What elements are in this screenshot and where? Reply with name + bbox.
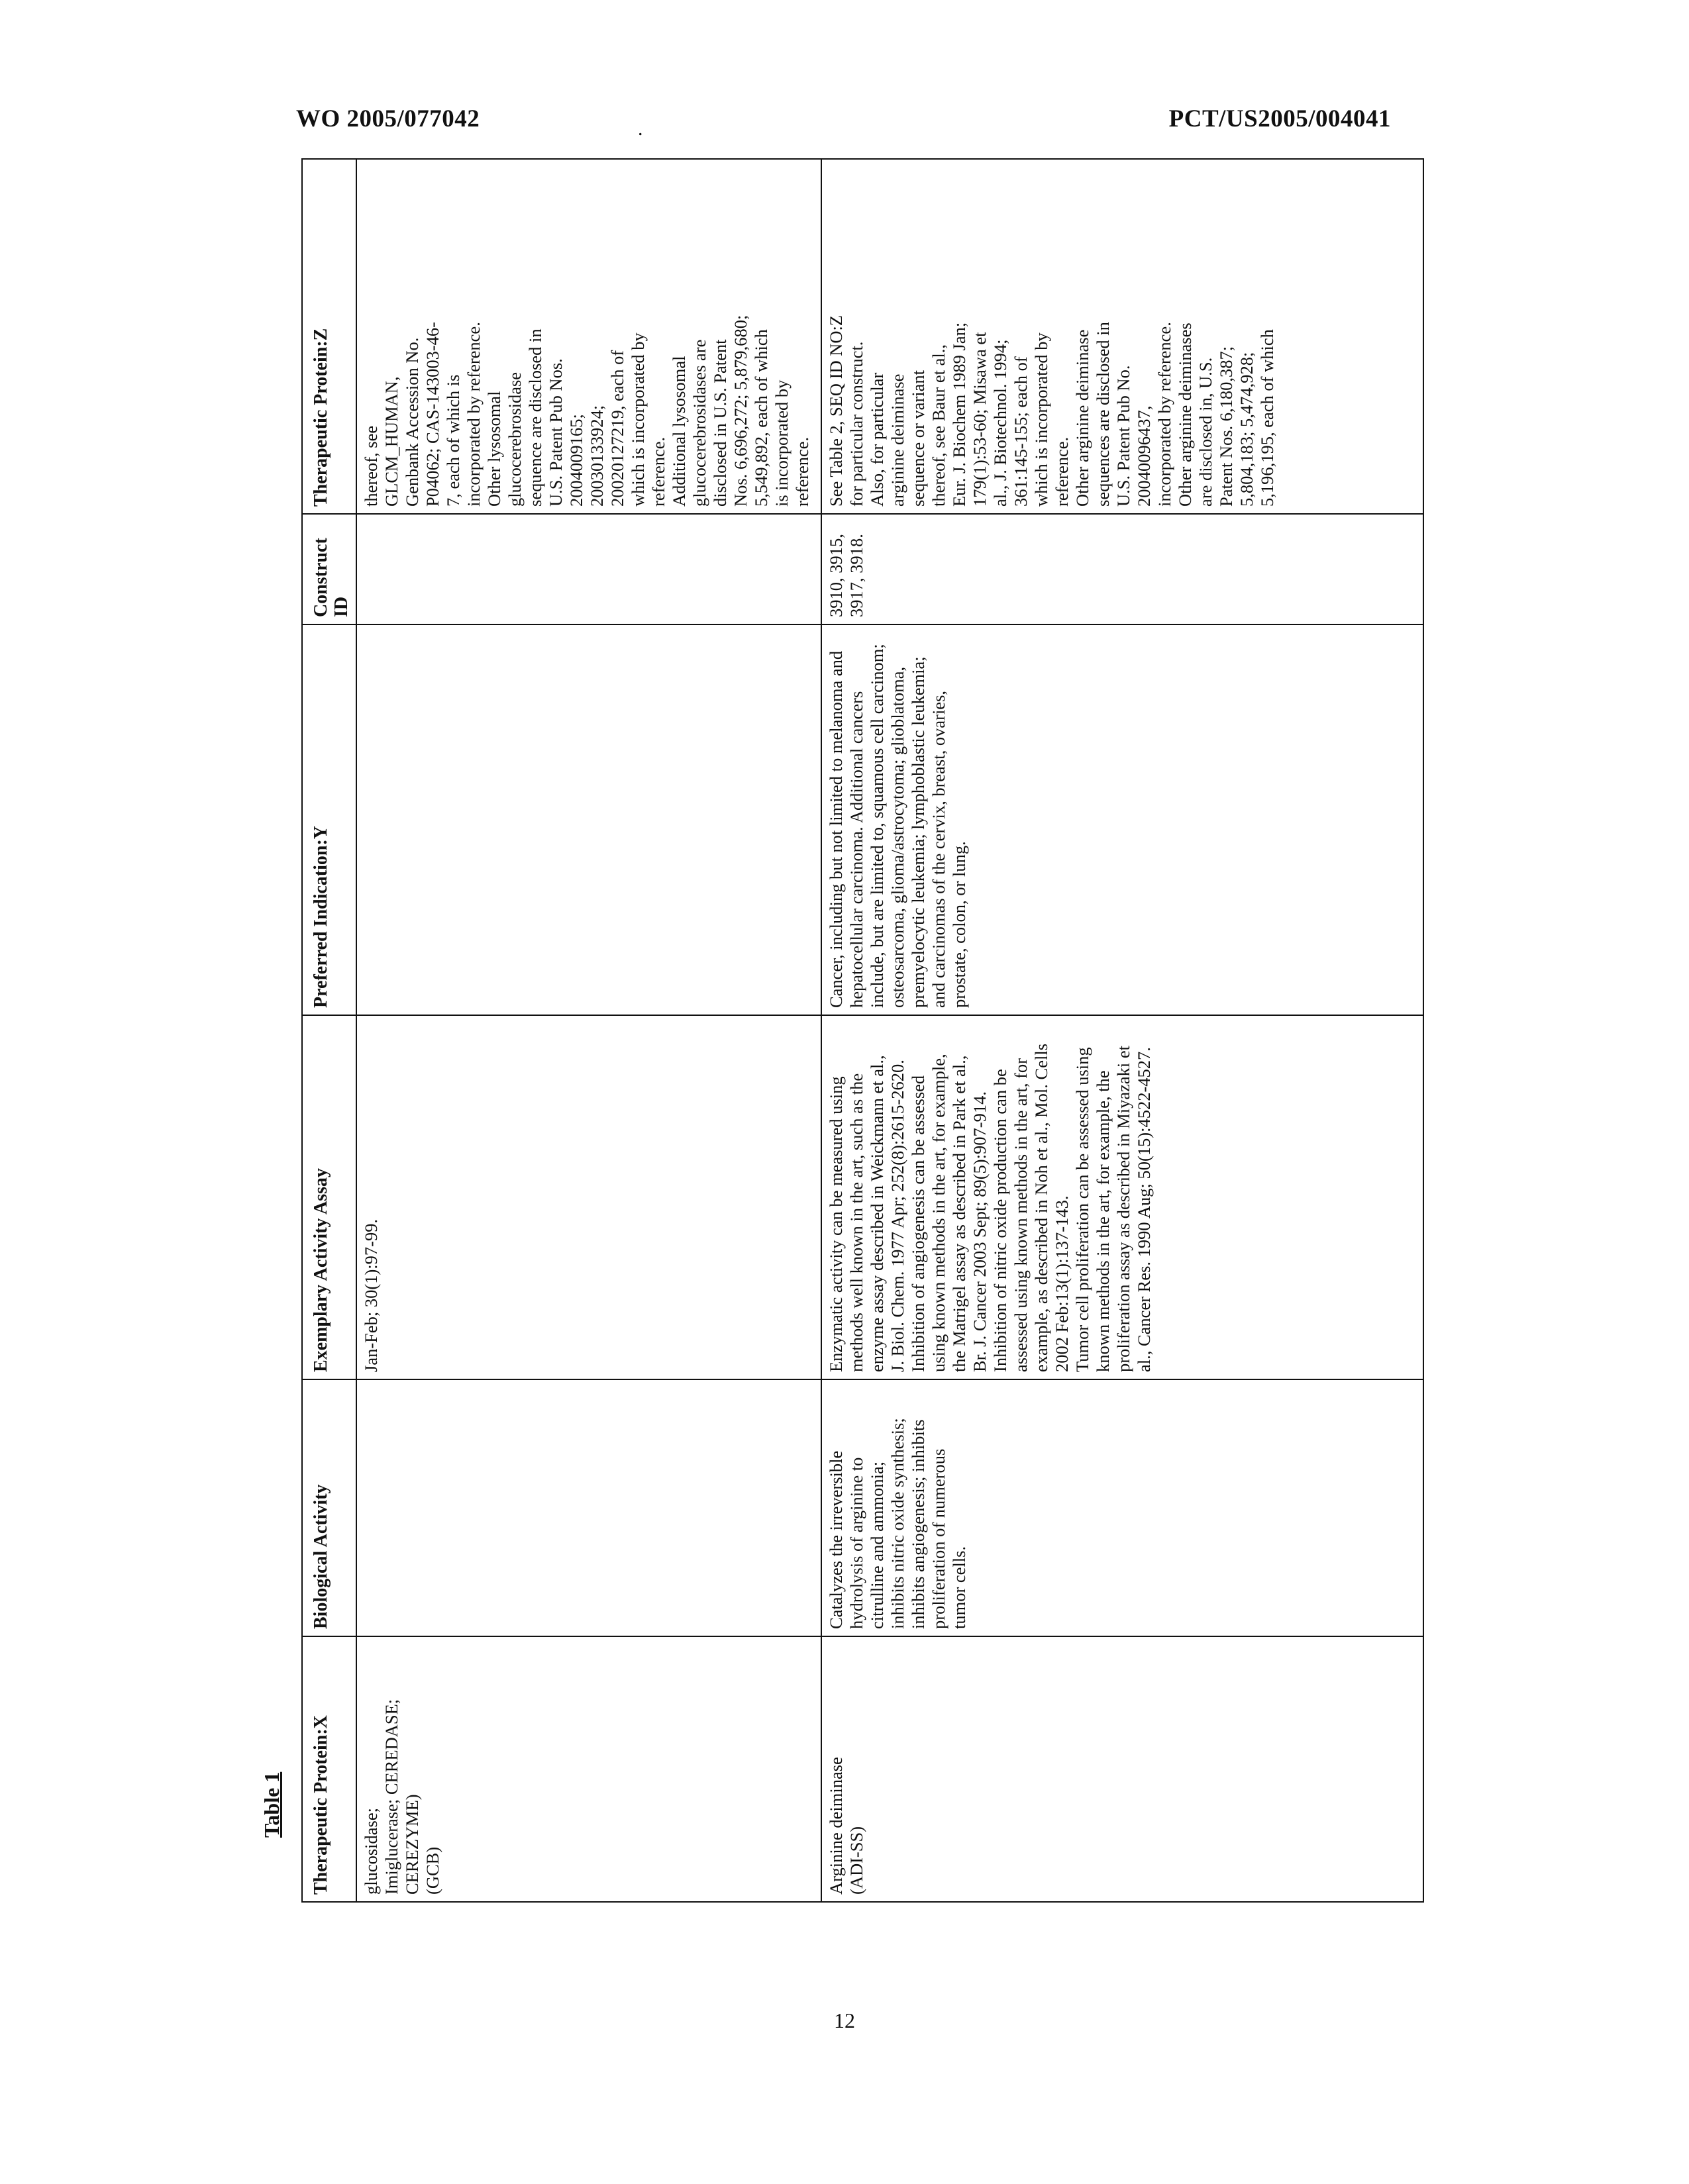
cell-text-line: Enzymatic activity can be measured using — [826, 1076, 846, 1372]
cell-text-line: (ADI-SS) — [846, 1826, 866, 1895]
header-mark: . — [638, 118, 643, 140]
cell-construct-id — [356, 514, 821, 624]
cell-protein-z — [821, 159, 1423, 514]
cell-construct-id — [821, 514, 1423, 624]
cell-text-line: 7, each of which is — [443, 374, 463, 507]
cell-text-line: include, but are limited to, squamous cell carcinom; — [867, 644, 887, 1008]
cell-text-line: Imiglucerase; CEREDASE; — [382, 1699, 401, 1895]
cell-text-line: Inhibition of angiogenesis can be assessed — [908, 1075, 928, 1372]
table-row — [821, 159, 1423, 1902]
cell-text-line: citrulline and ammonia; — [867, 1461, 887, 1629]
cell-text-line: 3917, 3918. — [846, 534, 866, 617]
cell-protein-x — [821, 1636, 1423, 1902]
rotated-table-container — [301, 160, 1384, 1903]
cell-text-line: al., J. Biotechnol. 1994; — [990, 339, 1010, 507]
cell-text-line: reference. — [792, 436, 812, 507]
cell-text-line: 5,804,183; 5,474,928; — [1237, 352, 1256, 507]
cell-text-line: prostate, colon, or lung. — [949, 841, 969, 1008]
protein-table — [301, 158, 1424, 1903]
cell-text-line: which is incorporated by — [1031, 332, 1051, 507]
cell-text-line: Cancer, including but not limited to melanoma and — [826, 650, 846, 1008]
cell-text-line: P04062; CAS-143003-46- — [423, 321, 442, 507]
cell-text-line: the Matrigel assay as described in Park et al., — [949, 1055, 969, 1372]
cell-text-line: U.S. Patent Pub No. — [1113, 365, 1133, 507]
cell-text-line: GLCM_HUMAN, — [382, 376, 401, 507]
cell-text-line: thereof, see Baur et al., — [929, 344, 948, 507]
cell-text-line: Eur. J. Biochem 1989 Jan; — [949, 322, 969, 507]
cell-text-line: 361:145-155; each of — [1011, 356, 1031, 507]
cell-text-line: glucosidase; — [361, 1808, 381, 1895]
column-header-biological-activity: Biological Activity — [302, 1379, 356, 1636]
cell-text-line: 3910, 3915, — [826, 534, 846, 617]
column-header-protein-z: Therapeutic Protein:Z — [302, 159, 356, 514]
cell-text-line: proliferation of numerous — [929, 1448, 948, 1629]
cell-text-line: See Table 2, SEQ ID NO:Z — [826, 315, 846, 507]
cell-text-line: proliferation assay as described in Miyazaki et — [1113, 1045, 1133, 1372]
cell-text-line: al., Cancer Res. 1990 Aug; 50(15):4522-4527. — [1134, 1047, 1154, 1372]
cell-text-line: osteosarcoma, glioma/astrocytoma; glioblatoma, — [888, 666, 907, 1008]
cell-text-line: reference. — [648, 436, 668, 507]
cell-text-line: hepatocellular carcinoma. Additional cancers — [846, 691, 866, 1008]
cell-text-line: 2004009165; — [566, 414, 586, 507]
cell-text-line: enzyme assay described in Weickmann et al., — [867, 1055, 887, 1372]
cell-text-line: Arginine deiminase — [826, 1757, 846, 1895]
document-id: WO 2005/077042 — [296, 105, 480, 132]
page-number: 12 — [834, 2009, 855, 2032]
cell-text-line: J. Biol. Chem. 1977 Apr; 252(8):2615-2620. — [888, 1060, 907, 1372]
cell-text-line: are disclosed in, U.S. — [1196, 357, 1215, 507]
cell-text-line: known methods in the art, for example, the — [1093, 1070, 1113, 1372]
cell-activity-assay — [356, 1015, 821, 1379]
cell-text-line: incorporated by reference. — [464, 322, 484, 507]
column-header-construct-id: Construct ID — [302, 514, 356, 624]
cell-text-line: Patent Nos. 6,180,387; — [1216, 346, 1236, 507]
cell-text-line: Nos. 6,696,272; 5,879,680; — [731, 315, 750, 507]
cell-text-line: 20030133924; — [587, 405, 607, 507]
cell-text-line: Br. J. Cancer 2003 Sept; 89(5):907-914. — [970, 1091, 990, 1372]
cell-text-line: Jan-Feb; 30(1):97-99. — [361, 1218, 381, 1372]
column-header-protein-x: Therapeutic Protein:X — [302, 1636, 356, 1902]
application-id: PCT/US2005/004041 — [1168, 105, 1391, 132]
cell-text-line: Other lysosomal — [484, 391, 504, 507]
cell-text-line: inhibits angiogenesis; inhibits — [908, 1419, 928, 1629]
cell-text-line: sequences are disclosed in — [1093, 322, 1113, 507]
cell-text-line: 179(1):53-60; Misawa et — [970, 332, 990, 507]
cell-text-line: sequence are disclosed in — [525, 328, 545, 507]
cell-text-line: 20020127219, each of — [607, 350, 627, 507]
cell-text-line: disclosed in U.S. Patent — [710, 339, 730, 507]
cell-text-line: reference. — [1052, 436, 1072, 507]
cell-text-line: Also, for particular — [867, 372, 887, 507]
cell-text-line: is incorporated by — [772, 379, 792, 507]
cell-text-line: CEREZYME) — [402, 1794, 422, 1895]
cell-text-line: 20040096437, — [1134, 405, 1154, 507]
cell-text-line: example, as described in Noh et al., Mol. Cells — [1031, 1043, 1051, 1372]
cell-text-line: methods well known in the art, such as the — [846, 1073, 866, 1372]
cell-text-line: for particular construct. — [846, 341, 866, 507]
column-header-activity-assay: Exemplary Activity Assay — [302, 1015, 356, 1379]
cell-biological-activity — [821, 1379, 1423, 1636]
cell-text-line: glucocerebrosidases are — [690, 339, 709, 507]
cell-text-line: assessed using known methods in the art, for — [1011, 1058, 1031, 1372]
cell-text-line: glucocerebrosidase — [505, 372, 525, 507]
cell-text-line: Other arginine deiminase — [1072, 329, 1092, 507]
cell-text-line: hydrolysis of arginine to — [846, 1457, 866, 1629]
cell-text-line: (GCB) — [423, 1846, 442, 1895]
cell-text-line: Additional lysosomal — [669, 356, 689, 507]
cell-text-line: arginine deiminase — [888, 373, 907, 507]
cell-biological-activity — [356, 1379, 821, 1636]
cell-text-line: 5,549,892, each of which — [751, 329, 771, 507]
cell-text-line: premyelocytic leukemia; lymphoblastic leukemia; — [908, 656, 928, 1008]
table-header-row — [302, 159, 356, 1902]
cell-text-line: Inhibition of nitric oxide production can be — [990, 1069, 1010, 1372]
cell-protein-x — [356, 1636, 821, 1902]
cell-text-line: incorporated by reference. — [1154, 322, 1174, 507]
cell-text-line: Other arginine deiminases — [1175, 323, 1195, 507]
cell-text-line: Genbank Accession No. — [402, 337, 422, 507]
cell-text-line: which is incorporated by — [628, 332, 648, 507]
cell-text-line: thereof, see — [361, 425, 381, 507]
cell-text-line: Tumor cell proliferation can be assessed using — [1072, 1047, 1092, 1372]
table-row — [356, 159, 821, 1902]
table-caption: Table 1 — [260, 1771, 283, 1838]
cell-protein-z — [356, 159, 821, 514]
cell-indication-y — [356, 624, 821, 1015]
cell-text-line: tumor cells. — [949, 1546, 969, 1629]
cell-text-line: 2002 Feb:13(1):137-143. — [1052, 1195, 1072, 1372]
cell-text-line: U.S. Patent Pub Nos. — [546, 358, 566, 507]
cell-text-line: 5,196,195, each of which — [1257, 329, 1277, 507]
column-header-indication-y: Preferred Indication:Y — [302, 624, 356, 1015]
cell-text-line: Catalyzes the irreversible — [826, 1450, 846, 1629]
cell-text-line: sequence or variant — [908, 370, 928, 507]
cell-activity-assay — [821, 1015, 1423, 1379]
cell-text-line: and carcinomas of the cervix, breast, ovaries, — [929, 690, 948, 1008]
cell-text-line: inhibits nitric oxide synthesis; — [888, 1418, 907, 1629]
cell-indication-y — [821, 624, 1423, 1015]
cell-text-line: using known methods in the art, for example, — [929, 1054, 948, 1372]
